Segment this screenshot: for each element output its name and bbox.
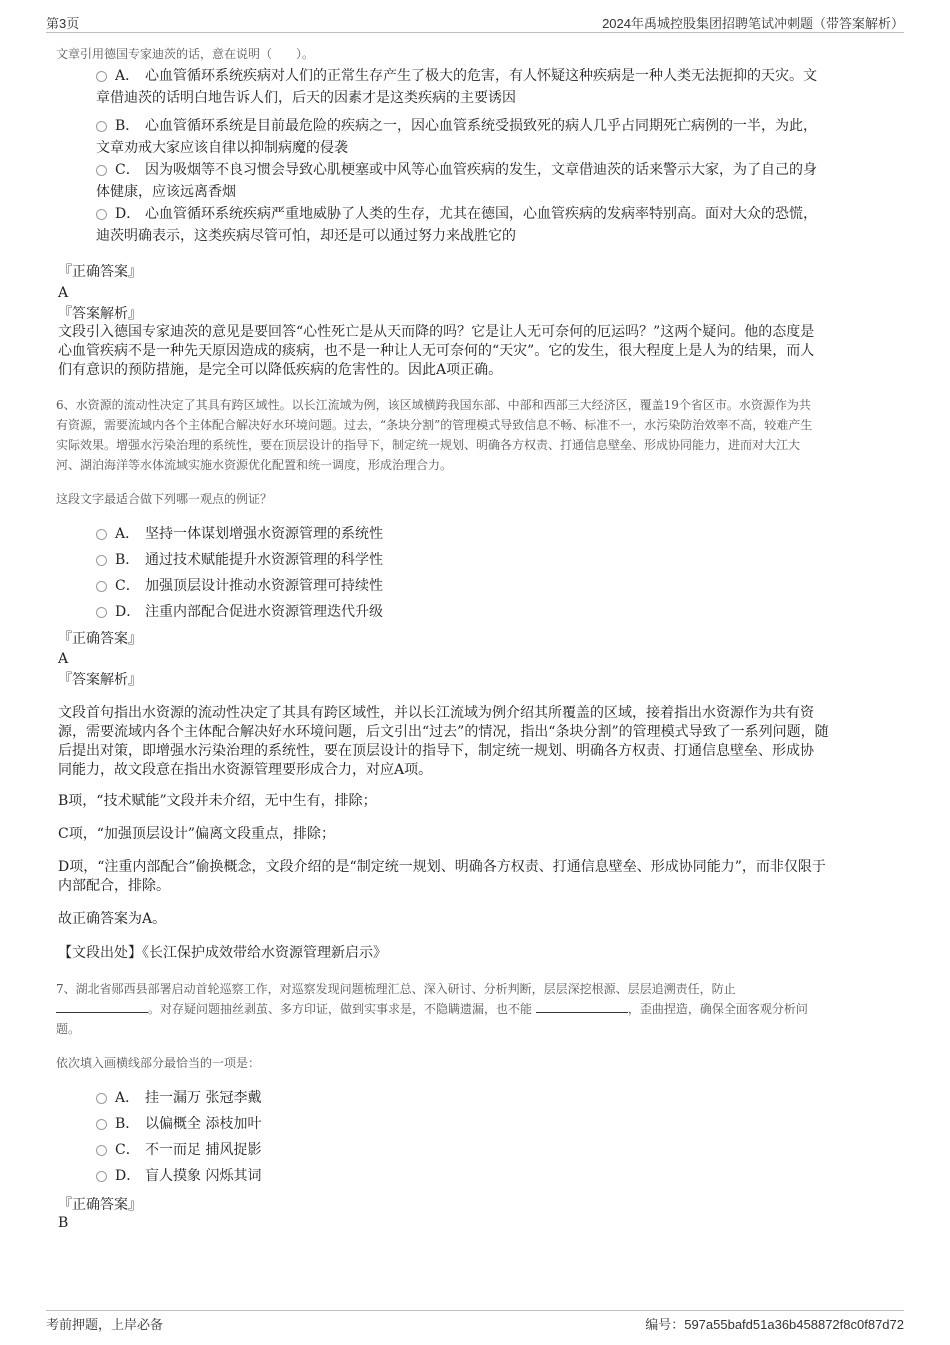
q6-question: 这段文字最适合做下列哪一观点的例证？: [56, 492, 273, 506]
q7-stem-line1: 7、湖北省郧西县部署启动首轮巡察工作，对巡察发现问题梳理汇总、深入研讨、分析判断，层层深挖根源、层层追溯责任，防止: [56, 982, 736, 996]
q7-question: 依次填入画横线部分最恰当的一项是：: [56, 1056, 261, 1070]
document-title: 2024年禹城控股集团招聘笔试冲刺题（带答案解析）: [602, 16, 904, 31]
q5-analysis-line: 文段引入德国专家迪茨的意见是要回答“心性死亡是从天而降的吗？它是让人无可奈何的厄运吗？”这两个疑问。他的态度是: [58, 324, 815, 340]
footer-slogan: 考前押题，上岸必备: [46, 1317, 164, 1332]
q7-option-c[interactable]: C． 不一而足 捕风捉影: [96, 1140, 261, 1161]
q6-analysis-label: 『答案解析』: [58, 672, 142, 688]
q6-stem-line: 河、湖泊海洋等水体流域实施水资源优化配置和统一调度，形成治理合力。: [56, 458, 453, 472]
q6-analysis-line: 文段首句指出水资源的流动性决定了其具有跨区域性，并以长江流域为例介绍其所覆盖的区域，接着指出水资源作为共有资: [58, 705, 814, 721]
q6-answer: A: [58, 651, 69, 667]
q5-option-c[interactable]: C． 因为吸烟等不良习惯会导致心肌梗塞或中风等心血管疾病的发生，文章借迪茨的话来警示大家，为了自己的身: [96, 160, 817, 181]
q5-analysis-label: 『答案解析』: [58, 306, 142, 322]
q5-answer: A: [58, 285, 69, 301]
q6-note-c: C项，“加强顶层设计”偏离文段重点，排除；: [58, 826, 336, 842]
radio-icon[interactable]: [96, 1171, 107, 1182]
radio-icon[interactable]: [96, 1145, 107, 1156]
radio-icon[interactable]: [96, 607, 107, 618]
q6-analysis-line: 源，需要流域内各个主体配合解决好水环境问题，后文引出“过去”的情况，指出“条块分割”的管理模式导致了一系列问题，随: [58, 724, 829, 740]
q5-answer-label: 『正确答案』: [58, 264, 142, 280]
radio-icon[interactable]: [96, 581, 107, 592]
header-rule: [46, 32, 904, 33]
q6-option-d[interactable]: D． 注重内部配合促进水资源管理迭代升级: [96, 602, 383, 623]
radio-icon[interactable]: [96, 71, 107, 82]
radio-icon[interactable]: [96, 529, 107, 540]
q7-stem-line2: 。对存疑问题抽丝剥茧、多方印证，做到实事求是，不隐瞒遗漏，也不能 ，歪曲捏造，确保全面客观分析问: [56, 999, 808, 1019]
document-code: 编号：597a55bafd51a36b458872f8c0f87d72: [645, 1317, 904, 1332]
q5-option-a[interactable]: A． 心血管循环系统疾病对人们的正常生存产生了极大的危害，有人怀疑这种疾病是一种人类无法扼抑的天灾。文: [96, 66, 817, 87]
page-number: 第3页: [46, 16, 80, 31]
q6-analysis-line: 同能力，故文段意在指出水资源管理要形成合力，对应A项。: [58, 762, 433, 778]
q5-option-c-cont: 体健康，应该远离香烟: [96, 184, 236, 200]
q6-stem-line: 6、水资源的流动性决定了其具有跨区域性。以长江流域为例，该区域横跨我国东部、中部和西部三大经济区，覆盖19个省区市。水资源作为共: [56, 398, 811, 412]
q7-stem-line3: 题。: [56, 1022, 81, 1036]
q5-option-b[interactable]: B． 心血管循环系统是目前最危险的疾病之一，因心血管系统受损致死的病人几乎占同期死亡病例的一半，为此，: [96, 116, 817, 137]
q5-stem: 文章引用德国专家迪茨的话，意在说明（ ）。: [56, 47, 315, 61]
q5-analysis-line: 心血管疾病不是一种先天原因造成的痰病，也不是一种让人无可奈何的“天灾”。它的发生，很大程度上是人为的结果，而人: [58, 343, 815, 359]
radio-icon[interactable]: [96, 1119, 107, 1130]
q6-source: 【文段出处】《长江保护成效带给水资源管理新启示》: [58, 945, 387, 961]
q6-analysis-line: 后提出对策，即增强水污染治理的系统性，要在顶层设计的指导下，制定统一规划、明确各方权责、打通信息壁垒、形成协: [58, 743, 814, 759]
q5-option-b-cont: 文章劝戒大家应该自律以抑制病魔的侵袭: [96, 140, 348, 156]
q6-note-b: B项，“技术赋能”文段并未介绍，无中生有，排除；: [58, 793, 377, 809]
radio-icon[interactable]: [96, 1093, 107, 1104]
q6-option-c[interactable]: C． 加强顶层设计推动水资源管理可持续性: [96, 576, 383, 597]
q6-note-d: D项，“注重内部配合”偷换概念，文段介绍的是“制定统一规划、明确各方权责、打通信息壁垒、形成协同能力”，而非仅限于: [58, 859, 826, 875]
q7-option-a[interactable]: A． 挂一漏万 张冠李戴: [96, 1088, 261, 1109]
q6-stem-line: 实际效果。增强水污染治理的系统性，要在顶层设计的指导下，制定统一规划、明确各方权责、打通信息壁垒、形成协同能力，进而对大江大: [56, 438, 801, 452]
radio-icon[interactable]: [96, 121, 107, 132]
q5-option-a-cont: 章借迪茨的话明白地告诉人们，后天的因素才是这类疾病的主要诱因: [96, 90, 516, 106]
radio-icon[interactable]: [96, 209, 107, 220]
radio-icon[interactable]: [96, 165, 107, 176]
q6-option-b[interactable]: B． 通过技术赋能提升水资源管理的科学性: [96, 550, 383, 571]
q6-option-a[interactable]: A． 坚持一体谋划增强水资源管理的系统性: [96, 524, 383, 545]
fill-blank-1[interactable]: [56, 1002, 148, 1013]
q6-answer-label: 『正确答案』: [58, 631, 142, 647]
fill-blank-2[interactable]: [536, 1002, 628, 1013]
q5-option-d-cont: 迪茨明确表示，这类疾病尽管可怕，却还是可以通过努力来战胜它的: [96, 228, 516, 244]
q5-analysis-line: 们有意识的预防措施，是完全可以降低疾病的危害性的。因此A项正确。: [58, 362, 503, 378]
q7-option-d[interactable]: D． 盲人摸象 闪烁其词: [96, 1166, 261, 1187]
q5-option-d[interactable]: D． 心血管循环系统疾病严重地威胁了人类的生存，尤其在德国，心血管疾病的发病率特别高。面对大众的恐慌，: [96, 204, 817, 225]
q7-answer: B: [58, 1215, 69, 1231]
q7-answer-label: 『正确答案』: [58, 1197, 142, 1213]
q7-option-b[interactable]: B． 以偏概全 添枝加叶: [96, 1114, 261, 1135]
q6-stem-line: 有资源，需要流域内各个主体配合解决好水环境问题。过去，“条块分割”的管理模式导致信息不畅、标准不一，水污染防治效率不高，较难产生: [56, 418, 813, 432]
q6-conclusion: 故正确答案为A。: [58, 911, 167, 927]
radio-icon[interactable]: [96, 555, 107, 566]
footer-rule: [46, 1310, 904, 1311]
q6-note-d-cont: 内部配合，排除。: [58, 878, 170, 894]
